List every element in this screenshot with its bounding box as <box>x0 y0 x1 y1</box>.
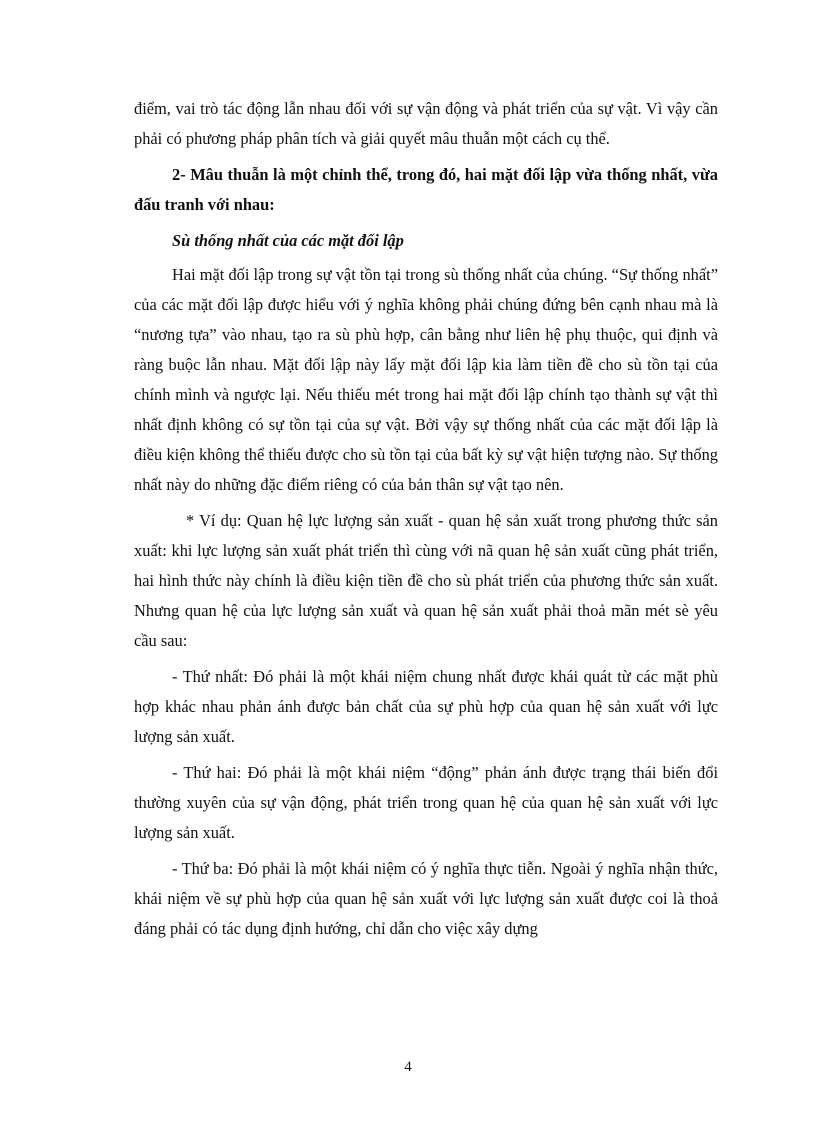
list-item-third: - Thứ ba: Đó phải là một khái niệm có ý nghĩa thực tiễn. Ngoài ý nghĩa nhận thức, khái niệm về sự phù hợp của quan hệ sản xuất với lực lượng sản xuất được coi là thoả đáng phải có tác dụng định hướng, chỉ dẫn cho việc xây dựng <box>134 859 718 938</box>
paragraph-example: * Ví dụ: Quan hệ lực lượng sản xuất - quan hệ sản xuất trong phương thức sản xuất: khi lực lượng sản xuất phát triển thì cùng với nã quan hệ sản xuất cũng phát triển, hai hình thức này chính là điều kiện tiền đề cho sù phát triển của phương thức sản xuất. Nhưng quan hệ của lực lượng sản xuất và quan hệ sản xuất phải thoả mãn mét sè yêu cầu sau: <box>134 511 718 650</box>
paragraph-unity-of-opposites: Hai mặt đối lập trong sự vật tồn tại trong sù thống nhất của chúng. “Sự thống nhất” của các mặt đối lập được hiểu với ý nghĩa không phải chúng đứng bên cạnh nhau mà là “nương tựa” vào nhau, tạo ra sù phù hợp, cân bằng như liên hệ phụ thuộc, qui định và ràng buộc lẫn nhau. Mặt đối lập này lấy mặt đối lập kia làm tiền đề cho sù tồn tại của chính mình và ngược lại. Nếu thiếu mét trong hai mặt đối lập chính tạo thành sự vật thì nhất định không có sự tồn tại của sự vật. Bởi vậy sự thống nhất của các mặt đối lập là điều kiện không thể thiếu được cho sù tồn tại của bất kỳ sự vật hiện tượng nào. Sự thống nhất này do những đặc điểm riêng có của bản thân sự vật tạo nên. <box>134 265 718 494</box>
page-number: 4 <box>404 1059 412 1075</box>
page-body <box>134 94 718 950</box>
list-item-second: - Thứ hai: Đó phải là một khái niệm “động” phản ánh được trạng thái biến đổi thường xuyên của sự vận động, phát triển trong quan hệ của quan hệ sản xuất với lực lượng sản xuất. <box>134 763 718 842</box>
paragraph-continuation: điểm, vai trò tác động lẫn nhau đối với sự vận động và phát triển của sự vật. Vì vậy cần phải có phương pháp phân tích và giải quyết mâu thuẫn một cách cụ thể. <box>134 99 718 148</box>
subsection-heading: Sù thống nhất của các mặt đối lập <box>172 231 404 250</box>
list-item-first: - Thứ nhất: Đó phải là một khái niệm chung nhất được khái quát từ các mặt phù hợp khác nhau phản ánh được bản chất của sự phù hợp của quan hệ sản xuất với lực lượng sản xuất. <box>134 667 718 746</box>
section-heading: 2- Mâu thuẫn là một chỉnh thể, trong đó, hai mặt đối lập vừa thống nhất, vừa đấu tranh với nhau: <box>134 165 718 214</box>
